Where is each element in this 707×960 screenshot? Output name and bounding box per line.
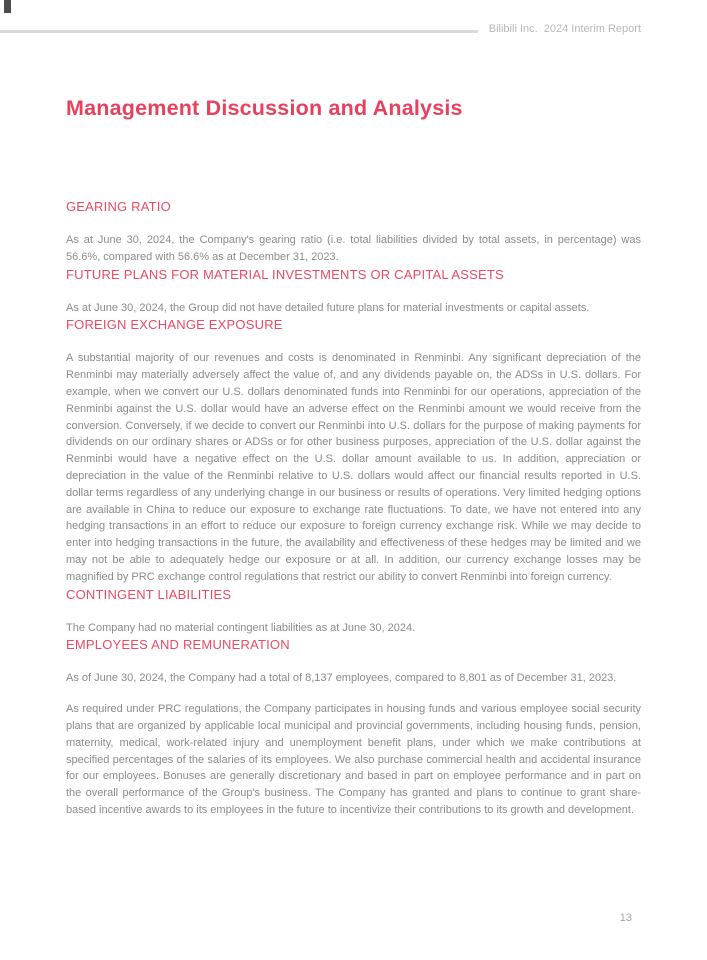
section-employees-remuneration: [66, 636, 641, 818]
section-heading: FUTURE PLANS FOR MATERIAL INVESTMENTS OR CAPITAL ASSETS: [66, 266, 504, 282]
section-heading: GEARING RATIO: [66, 199, 171, 214]
page-title: Management Discussion and Analysis: [66, 96, 463, 120]
section-heading: EMPLOYEES AND REMUNERATION: [66, 637, 290, 653]
section-heading: CONTINGENT LIABILITIES: [66, 586, 232, 602]
section-heading: FOREIGN EXCHANGE EXPOSURE: [66, 317, 283, 333]
body-paragraph: The Company had no material contingent liabilities as at June 30, 2024.: [66, 621, 416, 634]
page-number: 13: [619, 912, 632, 924]
body-paragraph: A substantial majority of our revenues and costs is denominated in Renminbi. Any significant depreciation of the Renminbi may materially adversely affect the value of, and any dividends payable on, the ADSs in U.S. dollars. For example, when we convert our U.S. dollars denominated funds into Renminbi for our operations, appreciation of the Renminbi against the U.S. dollar would have an adverse effect on the Renminbi amount we would receive from the conversion. Conversely, if we decide to convert our Renminbi into U.S. dollars for the purpose of making payments for dividends on our ordinary shares or ADSs or for other business purposes, appreciation of the U.S. dollar against the Renminbi would have a negative effect on the U.S. dollar amount available to us. In addition, appreciation or depreciation in the value of the Renminbi relative to U.S. dollars would affect our financial results reported in U.S. dollar terms regardless of any underlying change in our business or results of operations. Very limited hedging options are available in China to reduce our exposure to exchange rate fluctuations. To date, we have not entered into any hedging transactions in an effort to reduce our exposure to foreign currency exchange risk. While we may decide to enter into hedging transactions in the future, the availability and effectiveness of these hedges may be limited and we may not be able to adequately hedge our exposure or at all. In addition, our currency exchange losses may be magnified by PRC exchange control regulations that restrict our ability to convert Renminbi into foreign currency.: [66, 352, 641, 583]
body-paragraph: As at June 30, 2024, the Company's gearing ratio (i.e. total liabilities divided by total assets, in percentage) was 56.6%, compared with 56.6% as at December 31, 2023.: [66, 234, 641, 263]
body-paragraph: As at June 30, 2024, the Group did not have detailed future plans for material investments or capital assets.: [66, 301, 590, 314]
body-paragraph: As required under PRC regulations, the Company participates in housing funds and various employee social security plans that are organized by applicable local municipal and provincial governments, including housing funds, pension, maternity, medical, work-related injury and unemployment benefit plans, under which we make contributions at specified percentages of the salaries of its employees. We also purchase commercial health and accidental insurance for our employees. Bonuses are generally discretionary and based in part on employee performance and in part on the overall performance of the Group's business. The Company has granted and plans to continue to grant share-based incentive awards to its employees in the future to incentivize their contributions to its growth and development.: [66, 703, 641, 816]
corner-mark: [4, 0, 11, 13]
body-paragraph: As of June 30, 2024, the Company had a total of 8,137 employees, compared to 8,801 as of December 31, 2023.: [66, 672, 617, 685]
section-future-plans: [66, 266, 641, 317]
section-gearing-ratio: [66, 198, 641, 266]
section-foreign-exchange: [66, 316, 641, 585]
running-header: Bilibili Inc. 2024 Interim Report: [488, 23, 641, 35]
content-column: [66, 0, 641, 819]
section-contingent-liabilities: [66, 586, 641, 637]
